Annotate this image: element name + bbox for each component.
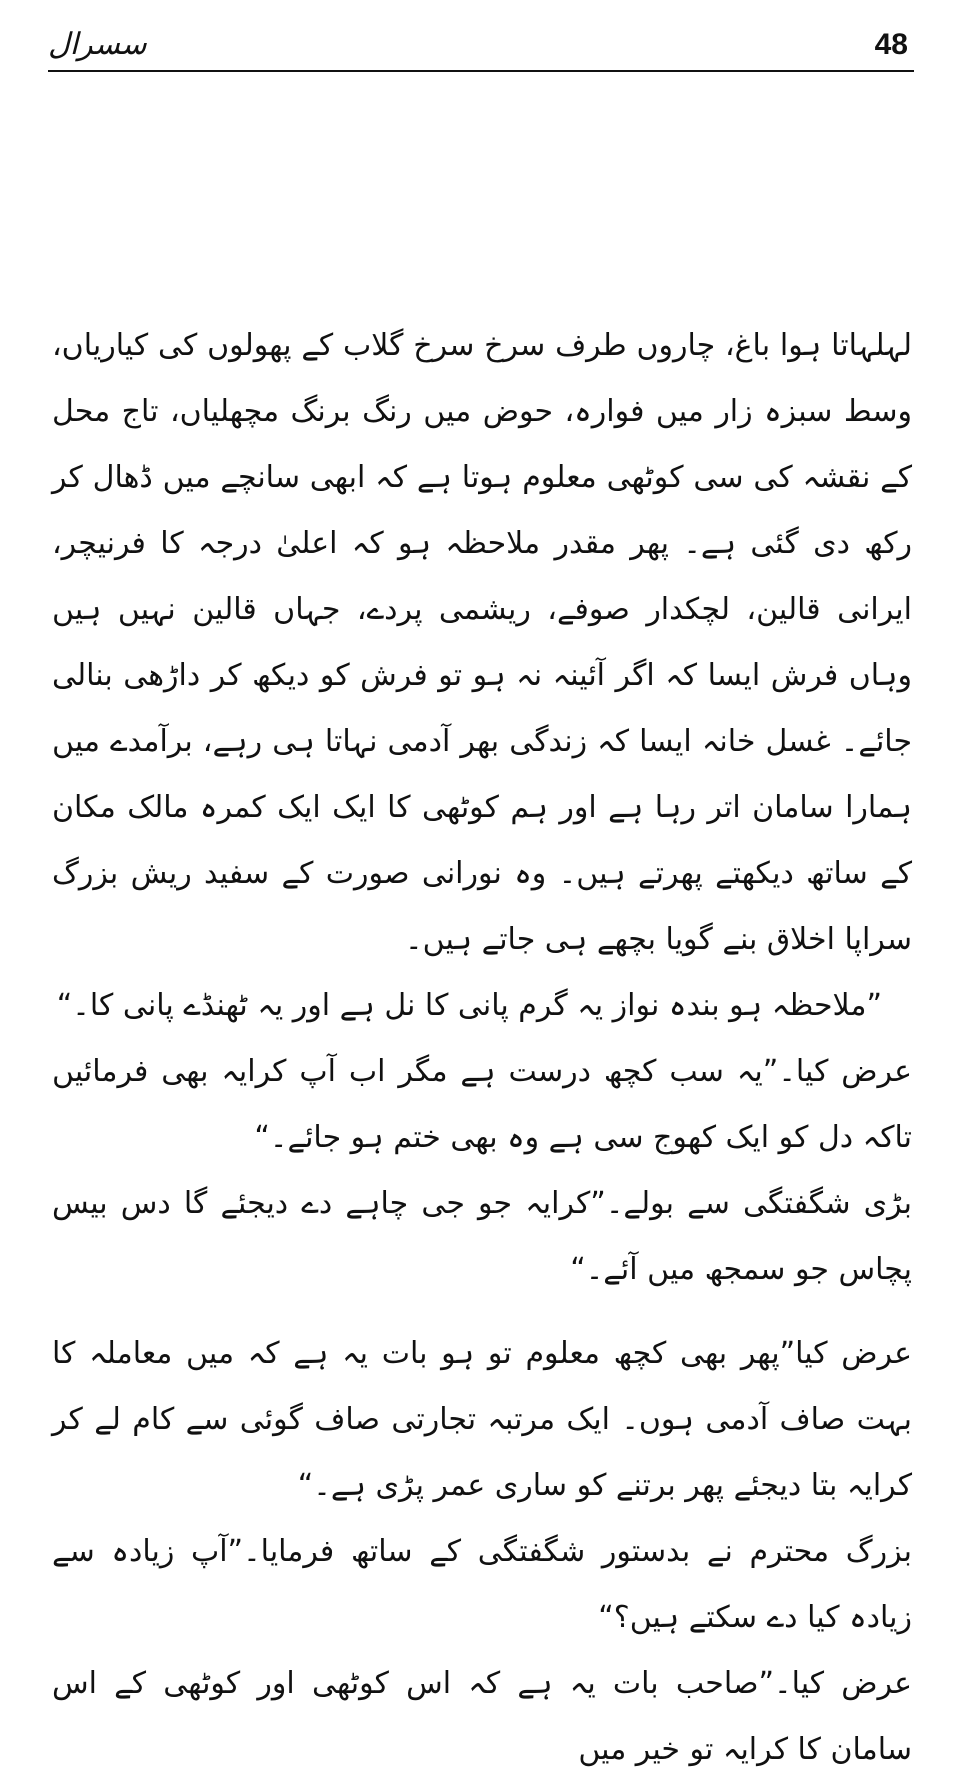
paragraph-garden-description: لہلہاتا ہوا باغ، چاروں طرف سرخ سرخ گلاب کے پھولوں کی کیاریاں، وسط سبزہ زار میں فوارہ، حوض میں رنگ برنگ مچھلیاں، تاج محل کے نقشہ کی سی کوٹھی معلوم ہوتا ہے کہ ابھی سانچے میں ڈھال کر رکھ دی گئی ہے۔ پھر مقدر ملاحظہ ہو کہ اعلیٰ درجہ کا فرنیچر، ایرانی قالین، لچکدار صوفے، ریشمی پردے، جہاں قالین نہیں ہیں وہاں فرش ایسا کہ اگر آئینہ نہ ہو تو فرش کو دیکھ کر داڑھی بنالی جائے۔ غسل خانہ ایسا کہ زندگی بھر آدمی نہاتا ہی رہے، برآمدے میں ہمارا سامان اتر رہا ہے اور ہم کوٹھی کا ایک ایک کمرہ مالک مکان کے ساتھ دیکھتے پھرتے ہیں۔ وہ نورانی صورت کے سفید ریش بزرگ سراپا اخلاق بنے گویا بچھے ہی جاتے ہیں۔ [52,328,912,957]
body-text [52,313,912,1783]
header-rule [48,70,914,72]
paragraph-ask-rent: عرض کیا۔”یہ سب کچھ درست ہے مگر اب آپ کرایہ بھی فرمائیں تاکہ دل کو ایک کھوج سی ہے وہ بھی ختم ہو جائے۔“ [52,1054,912,1155]
page-number: 48 [874,28,908,61]
paragraph-elder-question: بزرگ محترم نے بدستور شگفتگی کے ساتھ فرمایا۔”آپ زیادہ سے زیادہ کیا دے سکتے ہیں؟“ [52,1534,912,1635]
paragraph-reply-rent: بڑی شگفتگی سے بولے۔”کرایہ جو جی چاہے دے دیجئے گا دس بیس پچاس جو سمجھ میں آئے۔“ [52,1186,912,1287]
running-title: سسرال [48,27,147,62]
paragraph-final-reply: عرض کیا۔”صاحب بات یہ ہے کہ اس کوٹھی اور کوٹھی کے اس سامان کا کرایہ تو خیر میں [52,1666,912,1767]
paragraph-quote-water-taps: ”ملاحظہ ہو بندہ نواز یہ گرم پانی کا نل ہے اور یہ ٹھنڈے پانی کا۔“ [56,988,882,1023]
page-header [48,24,912,70]
paragraph-insist-rent: عرض کیا”پھر بھی کچھ معلوم تو ہو بات یہ ہے کہ میں معاملہ کا بہت صاف آدمی ہوں۔ ایک مرتبہ تجارتی صاف گوئی سے کام لے کر کرایہ بتا دیجئے پھر برتنے کو ساری عمر پڑی ہے۔“ [52,1336,912,1503]
